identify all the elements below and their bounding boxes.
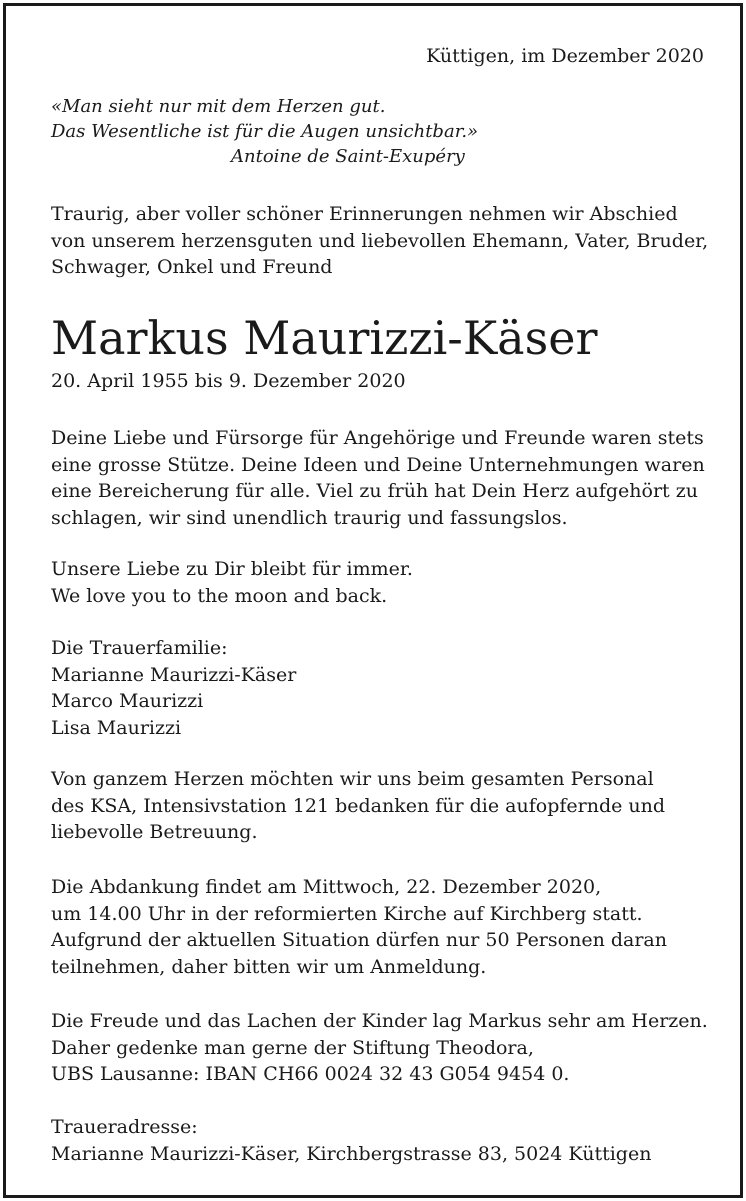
life-dates-text: 20. April 1955 bis 9. Dezember 2020: [51, 370, 406, 392]
intro-paragraph: [51, 201, 708, 281]
text-line: schlagen, wir sind unendlich traurig und fassungslos.: [51, 506, 568, 529]
text-line: liebevolle Betreuung.: [51, 821, 258, 843]
text-line: Unsere Liebe zu Dir bleibt für immer.: [51, 558, 413, 580]
text-line: We love you to the moon and back.: [51, 584, 388, 607]
quote-author: Antoine de Saint-Exupéry: [231, 146, 465, 167]
quote-line: «Man sieht nur mit dem Herzen gut.: [51, 96, 386, 117]
epigraph-quote: [51, 94, 478, 169]
text-line: Die Abdankung findet am Mittwoch, 22. Dezember 2020,: [51, 876, 602, 898]
quote-line: Das Wesentliche ist für die Augen unsichtbar.»: [51, 121, 479, 142]
text-line: teilnehmen, daher bitten wir um Anmeldung.: [51, 955, 487, 978]
text-line: Daher gedenke man gerne der Stiftung Theodora,: [51, 1036, 534, 1059]
love-paragraph: [51, 556, 413, 609]
dateline: Küttigen, im Dezember 2020: [426, 45, 704, 67]
text-line: Aufgrund der aktuellen Situation dürfen nur 50 Personen daran: [51, 929, 667, 951]
family-member: Lisa Maurizzi: [51, 716, 182, 739]
text-line: eine Bereicherung für alle. Viel zu früh hat Dein Herz aufgehört zu: [51, 480, 698, 502]
text-line: Deine Liebe und Fürsorge für Angehörige und Freunde waren stets: [51, 427, 704, 449]
life-dates: [51, 368, 406, 395]
text-line: Schwager, Onkel und Freund: [51, 256, 333, 278]
deceased-name: Markus Maurizzi-Käser: [51, 311, 598, 365]
family-heading: Die Trauerfamilie:: [51, 637, 228, 659]
family-member: Marco Maurizzi: [51, 690, 204, 712]
tribute-paragraph: [51, 425, 705, 531]
text-line: Traurig, aber voller schöner Erinnerungen nehmen wir Abschied: [51, 203, 678, 225]
text-line: des KSA, Intensivstation 121 bedanken für die aufopfernde und: [51, 794, 666, 817]
text-line: um 14.00 Uhr in der reformierten Kirche auf Kirchberg statt.: [51, 902, 643, 925]
family-list: [51, 635, 296, 741]
text-line: UBS Lausanne: IBAN CH66 0024 32 43 G054 9454 0.: [51, 1063, 570, 1085]
donation-paragraph: [51, 1008, 708, 1088]
text-line: von unserem herzensguten und liebevollen Ehemann, Vater, Bruder,: [51, 229, 709, 252]
address-block: [51, 1114, 651, 1167]
address-line: Marianne Maurizzi-Käser, Kirchbergstrasse 83, 5024 Küttigen: [51, 1142, 652, 1165]
text-line: Die Freude und das Lachen der Kinder lag Markus sehr am Herzen.: [51, 1010, 708, 1032]
family-member: Marianne Maurizzi-Käser: [51, 663, 297, 686]
address-heading: Traueradresse:: [51, 1116, 198, 1138]
ceremony-paragraph: [51, 874, 667, 980]
text-line: eine grosse Stütze. Deine Ideen und Deine Unternehmungen waren: [51, 453, 705, 476]
text-line: Von ganzem Herzen möchten wir uns beim gesamten Personal: [51, 768, 654, 790]
thanks-paragraph: [51, 766, 665, 846]
